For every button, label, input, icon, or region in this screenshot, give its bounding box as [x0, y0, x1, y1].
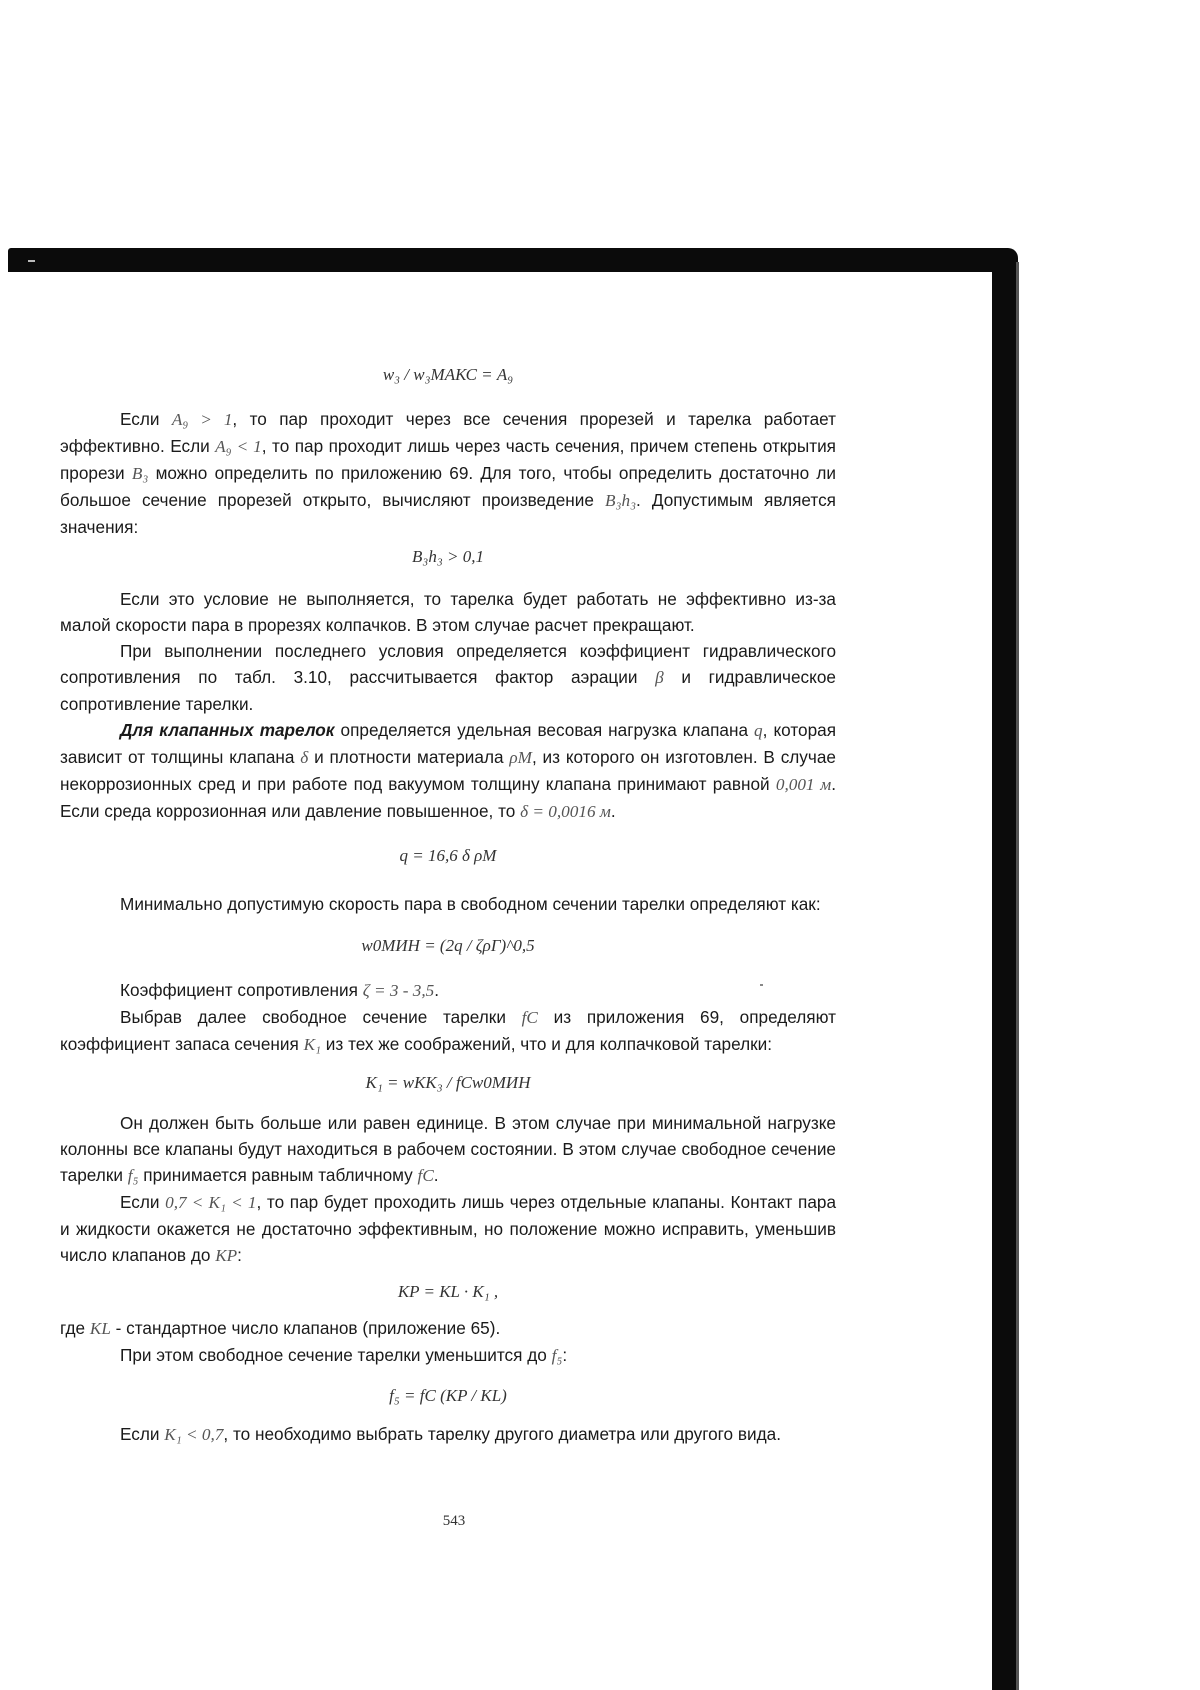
paragraph [60, 717, 836, 825]
emphasis-text: Для клапанных тарелок [120, 720, 335, 740]
page-number: 543 [442, 1513, 466, 1529]
text-run: , то пар будет проходить лишь через отдельные клапаны. Контакт пара и жидкости окажется не достаточно эффективным, но положение можно исправить, уменьшив число клапанов до [60, 1192, 837, 1265]
formula: K₁ = wКK₃ / fСw0МИН [365, 1073, 531, 1092]
text-run: : [562, 1345, 568, 1365]
text-run: Если [120, 409, 172, 429]
formula: w0МИН = (2q / ζρГ)^0,5 [361, 936, 535, 955]
text-run: , то пар проходит лишь через часть сечения, причем степень открытия прорези [60, 436, 836, 483]
math-symbol: K₁ [303, 1035, 322, 1054]
paragraph [60, 1421, 836, 1448]
text-run: . [610, 801, 616, 821]
text-run: Выбрав далее свободное сечение тарелки [120, 1007, 522, 1027]
formula: KP = KL · K₁ , [397, 1282, 499, 1301]
formula: w₃ / w₃МАКС = A₉ [382, 365, 514, 384]
text-run: , из которого он изготовлен. В случае некоррозионных сред и при работе под вакуумом толщину клапана принимают равной [60, 747, 836, 794]
math-symbol: B₃h₃ [605, 491, 637, 510]
formula: q = 16,6 δ ρМ [399, 846, 497, 865]
math-symbol: KP [215, 1246, 238, 1265]
math-symbol: f₅ [127, 1166, 139, 1185]
formula: f₅ = fС (KP / KL) [389, 1386, 507, 1405]
text-run: определяется удельная весовая нагрузка клапана [334, 720, 755, 740]
scan-border-right [992, 254, 1016, 1690]
text-run: Коэффициент сопротивления [120, 980, 363, 1000]
text-run: Минимально допустимую скорость пара в свободном сечении тарелки определяют как: [120, 894, 821, 914]
math-symbol: β [655, 668, 664, 687]
text-run: , то пар проходит через все сечения прорезей и тарелка работает эффективно. Если [60, 409, 836, 456]
math-symbol: K₁ < 0,7 [164, 1425, 224, 1444]
text-run: Если это условие не выполняется, то тарелка будет работать не эффективно из-за малой скорости пара в прорезях колпачков. В этом случае расчет прекращают. [60, 589, 836, 635]
text-run: : [237, 1245, 242, 1265]
text-run: При этом свободное сечение тарелки уменьшится до [120, 1345, 552, 1365]
text-run: Если [120, 1192, 166, 1212]
math-symbol: KL [89, 1319, 111, 1338]
paragraph [60, 1315, 836, 1342]
math-symbol: δ = 0,0016 м [520, 802, 611, 821]
text-run: из приложения 69, определяют коэффициент запаса сечения [60, 1007, 836, 1054]
math-symbol: q [754, 721, 763, 740]
text-run: принимается равным табличному [138, 1165, 418, 1185]
text-run: . [434, 980, 440, 1000]
paragraph [60, 1342, 836, 1369]
text-run: - стандартное число клапанов (приложение 65). [110, 1318, 501, 1338]
paragraph [60, 1189, 836, 1269]
paragraph [60, 977, 836, 1004]
math-symbol: B₃ [131, 464, 149, 483]
math-symbol: A₉ < 1 [215, 437, 262, 456]
page-body [60, 356, 836, 1448]
text-run: Он должен быть больше или равен единице. В этом случае при минимальной нагрузке колонны все клапаны будут находиться в рабочем состоянии. В этом случае свободное сечение тарелки [60, 1113, 836, 1185]
math-symbol: ρМ [509, 748, 532, 767]
text-run: При выполнении последнего условия определяется коэффициент гидравлического сопротивления по табл. 3.10, рассчитывается фактор аэрации [60, 641, 836, 687]
text-run: и плотности материала [308, 747, 510, 767]
text-run: . Если среда коррозионная или давление повышенное, то [60, 774, 836, 821]
paragraph [60, 1110, 836, 1189]
math-symbol: fС [521, 1008, 538, 1027]
paragraph [60, 891, 836, 917]
math-symbol: δ [300, 748, 309, 767]
text-run: можно определить по приложению 69. Для того, чтобы определить достаточно ли большое сечение прорезей открыто, вычисляют произведение [60, 463, 837, 510]
scan-border-right-edge [1016, 262, 1019, 1690]
text-run: из тех же соображений, что и для колпачковой тарелки: [321, 1034, 772, 1054]
math-symbol: f₅ [551, 1346, 563, 1365]
paragraph [60, 406, 836, 540]
math-symbol: ζ = 3 - 3,5 [362, 981, 435, 1000]
math-symbol: fС [417, 1166, 434, 1185]
scan-speck [28, 260, 35, 262]
text-run: где [60, 1318, 90, 1338]
text-run: . [433, 1165, 439, 1185]
text-run: . Допустимым является значения: [60, 490, 836, 537]
scan-border-top [8, 248, 1018, 272]
text-run: , то необходимо выбрать тарелку другого диаметра или другого вида. [223, 1424, 781, 1444]
math-symbol: A₉ > 1 [171, 410, 233, 429]
text-run: , которая зависит от толщины клапана [60, 720, 836, 767]
formula: B₃h₃ > 0,1 [412, 547, 484, 566]
math-symbol: 0,001 м [775, 775, 832, 794]
math-symbol: 0,7 < K₁ < 1 [165, 1193, 257, 1212]
paragraph [60, 1004, 836, 1058]
paragraph [60, 638, 836, 717]
text-run: и гидравлическое сопротивление тарелки. [60, 667, 836, 714]
text-run: Если [120, 1424, 165, 1444]
paragraph [60, 586, 836, 638]
